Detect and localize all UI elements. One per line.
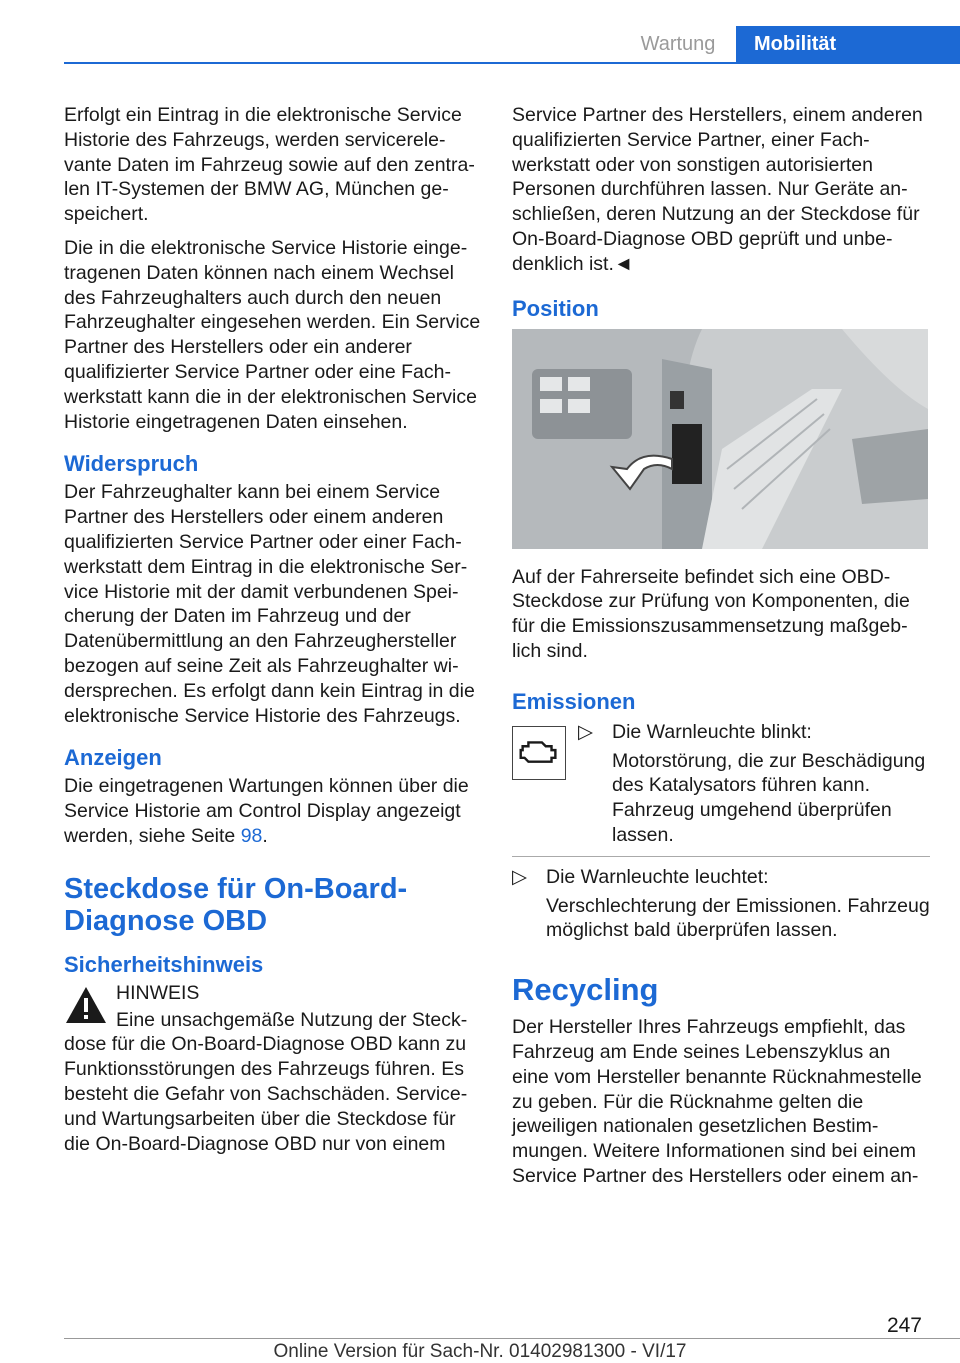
right-column — [512, 103, 930, 1198]
paragraph: Der Fahrzeughalter kann bei einem Service Partner des Herstellers oder einem anderen qualifizierten Service Partner oder einer Fachwerkstatt dem Eintrag in die elektronische Service Historie mit der damit verbundenen Speicherung der Daten im Fahrzeug und der Datenübermittlung an den Fahrzeughersteller bezogen auf seine Zeit als Fahrzeughalter widersprechen. Es erfolgt dann kein Eintrag in die elektronische Service Historie des Fahrzeugs. — [64, 481, 475, 727]
left-column — [64, 103, 482, 1165]
page-number: 247 — [886, 1314, 922, 1337]
engine-warning-icon — [512, 726, 566, 780]
paragraph: Auf der Fahrerseite befindet sich eine OBD-Steckdose zur Prüfung von Komponenten, die für die Emissionszusammensetzung maßgeblich sind. — [512, 565, 910, 662]
warning-title: HINWEIS — [116, 981, 200, 1004]
bullet-triangle-icon: ▷ — [578, 720, 593, 743]
list-item: ▷ Die Warnleuchte blinkt: Motorstörung, die zur Beschädigung des Katalysators führen kann. Fahrzeug umgehend überprüfen lassen. — [578, 720, 926, 846]
warning-triangle-icon — [64, 985, 108, 1025]
paragraph: Die eingetragenen Wartungen können über die Service Historie am Control Display angezeigt werden, siehe Seite 98. — [64, 775, 469, 847]
paragraph: Erfolgt ein Eintrag in die elektronische Service Historie des Fahrzeugs, werden servicerelevante Daten im Fahrzeug sowie auf den zentralen IT-Systemen der BMW AG, München gespeichert. — [64, 104, 475, 226]
paragraph: Die in die elektronische Service Historie eingetragenen Daten können nach einem Wechsel des Fahrzeughalters auch durch den neuen Fahrzeughalter eingesehen werden. Ein Service Partner des Herstellers oder ein anderer qualifizierter Service Partner oder eine Fachwerkstatt kann die in der elektronischen Service Historie eingetragenen Daten einsehen. — [64, 236, 481, 433]
tab-wartung[interactable]: Wartung — [620, 26, 736, 62]
paragraph: Service Partner des Herstellers, einem anderen qualifizierten Service Partner, einer Fachwerkstatt oder von sonstigen autorisierten Personen durchführen lassen. Nur Geräte anschließen, deren Nutzung an der Steckdose für On-Board-Diagnose OBD geprüft und unbedenklich ist.◄ — [512, 104, 923, 275]
header-rule — [64, 62, 960, 64]
heading-recycling: Recycling — [512, 972, 659, 1008]
heading-widerspruch: Widerspruch — [64, 451, 199, 477]
tab-mobilitaet[interactable]: Mobilität — [736, 26, 960, 62]
page-link[interactable]: 98 — [240, 824, 263, 847]
divider — [512, 856, 930, 857]
heading-sicherheitshinweis: Sicherheitshinweis — [64, 951, 264, 977]
footer-rule — [64, 1338, 960, 1339]
emissions-block — [512, 720, 930, 943]
warning-block — [64, 981, 482, 1006]
heading-obd: Steckdose für On-Board-Diagnose OBD — [64, 872, 408, 937]
heading-emissionen: Emissionen — [512, 688, 636, 714]
list-item: ▷ Die Warnleuchte leuchtet: Verschlechterung der Emissionen. Fahrzeug möglichst bald überprüfen lassen. — [512, 865, 930, 942]
warning-text: Eine unsachgemäße Nutzung der Steckdose für die On-Board-Diagnose OBD kann zu Funktionsstörungen des Fahrzeugs führen. Es besteht die Gefahr von Sachschäden. Service- und Wartungsarbeiten über die Steckdose für die On-Board-Diagnose OBD nur von einem — [64, 1008, 468, 1155]
footer-text: Online Version für Sach-Nr. 01402981300 - VI/17 — [273, 1341, 687, 1362]
heading-position: Position — [512, 295, 599, 321]
paragraph: Der Hersteller Ihres Fahrzeugs empfiehlt, das Fahrzeug am Ende seines Lebenszyklus an eine vom Hersteller benannte Rücknahmestelle zu geben. Für die Rücknahme gelten die jeweiligen nationalen gesetzlichen Bestimmungen. Weitere Informationen sind bei einem Service Partner des Herstellers oder einem an- — [512, 1016, 922, 1187]
obd-position-photo — [512, 329, 928, 549]
heading-anzeigen: Anzeigen — [64, 745, 162, 771]
bullet-triangle-icon: ▷ — [512, 865, 527, 888]
